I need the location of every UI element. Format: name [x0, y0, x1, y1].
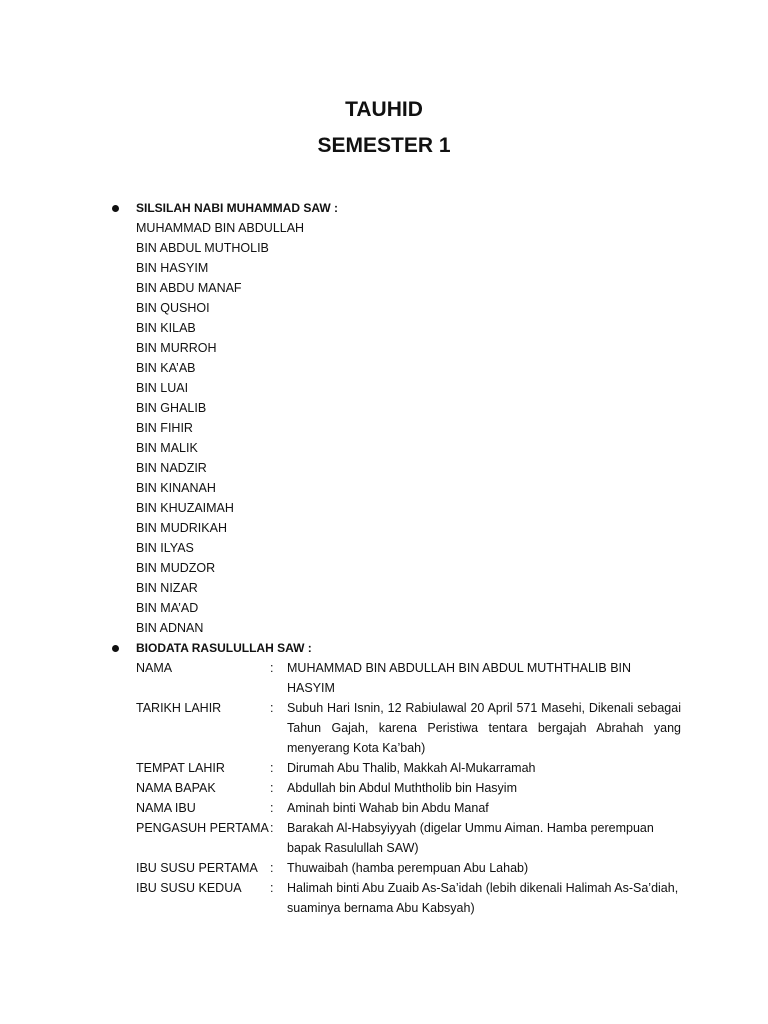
lineage-item: BIN ABDUL MUTHOLIB	[136, 241, 269, 255]
section-heading-biodata: BIODATA RASULULLAH SAW :	[136, 641, 312, 655]
section-heading-silsilah: SILSILAH NABI MUHAMMAD SAW :	[136, 201, 338, 215]
lineage-item: BIN ADNAN	[136, 621, 204, 635]
lineage-item: BIN KHUZAIMAH	[136, 501, 234, 515]
biodata-row	[136, 818, 681, 858]
lineage-item: BIN HASYIM	[136, 261, 209, 275]
biodata-colon: :	[270, 821, 274, 835]
biodata-key: NAMA IBU	[136, 801, 196, 815]
biodata-key: PENGASUH PERTAMA	[136, 821, 269, 835]
lineage-item: BIN NIZAR	[136, 581, 198, 595]
lineage-item: BIN MUDZOR	[136, 561, 216, 575]
biodata-table	[136, 658, 681, 918]
biodata-value: Aminah binti Wahab bin Abdu Manaf	[287, 801, 489, 815]
lineage-item: BIN ILYAS	[136, 541, 194, 555]
lineage-item: BIN FIHIR	[136, 421, 193, 435]
lineage-item: BIN NADZIR	[136, 461, 207, 475]
biodata-colon: :	[270, 661, 274, 675]
biodata-row	[136, 858, 681, 878]
biodata-value: Subuh Hari Isnin, 12 Rabiulawal 20 April 571 Masehi, Dikenali sebagai Tahun Gajah, karena Peristiwa tentara bergajah Abrahah yang menyerang Kota Ka’bah)	[287, 701, 681, 755]
biodata-row	[136, 878, 681, 918]
biodata-colon: :	[270, 801, 274, 815]
biodata-key: NAMA	[136, 661, 173, 675]
biodata-value: MUHAMMAD BIN ABDULLAH BIN ABDUL MUTHTHALIB BIN HASYIM	[287, 661, 632, 695]
bullet-icon	[112, 645, 119, 652]
lineage-item: BIN GHALIB	[136, 401, 207, 415]
biodata-colon: :	[270, 701, 274, 715]
biodata-key: TEMPAT LAHIR	[136, 761, 225, 775]
lineage-item: MUHAMMAD BIN ABDULLAH	[136, 221, 305, 235]
biodata-value: Barakah Al-Habsyiyyah (digelar Ummu Aiman. Hamba perempuan bapak Rasulullah SAW)	[287, 821, 654, 855]
lineage-item: BIN MALIK	[136, 441, 198, 455]
lineage-item: BIN MUDRIKAH	[136, 521, 227, 535]
lineage-item: BIN ABDU MANAF	[136, 281, 242, 295]
biodata-colon: :	[270, 761, 274, 775]
lineage-item: BIN MA’AD	[136, 601, 199, 615]
biodata-row	[136, 758, 681, 778]
biodata-value: Thuwaibah (hamba perempuan Abu Lahab)	[287, 861, 529, 875]
biodata-key: IBU SUSU PERTAMA	[136, 861, 258, 875]
biodata-key: TARIKH LAHIR	[136, 701, 222, 715]
biodata-value: Halimah binti Abu Zuaib As-Sa’idah (lebih dikenali Halimah As-Sa’diah, suaminya bernama Abu Kabsyah)	[287, 881, 679, 915]
document-title: TAUHID	[345, 98, 423, 121]
lineage-item: BIN QUSHOI	[136, 301, 210, 315]
biodata-value: Dirumah Abu Thalib, Makkah Al-Mukarramah	[287, 761, 536, 775]
biodata-row	[136, 798, 681, 818]
biodata-key: NAMA BAPAK	[136, 781, 216, 795]
biodata-row	[136, 698, 681, 758]
lineage-item: BIN MURROH	[136, 341, 217, 355]
biodata-value: Abdullah bin Abdul Muththolib bin Hasyim	[287, 781, 517, 795]
lineage-item: BIN KINANAH	[136, 481, 216, 495]
lineage-list	[136, 218, 304, 638]
lineage-item: BIN KA’AB	[136, 361, 196, 375]
biodata-row	[136, 658, 681, 698]
biodata-key: IBU SUSU KEDUA	[136, 881, 242, 895]
lineage-item: BIN LUAI	[136, 381, 189, 395]
biodata-colon: :	[270, 881, 274, 895]
biodata-colon: :	[270, 781, 274, 795]
lineage-item: BIN KILAB	[136, 321, 196, 335]
biodata-colon: :	[270, 861, 274, 875]
biodata-row	[136, 778, 681, 798]
bullet-icon	[112, 205, 119, 212]
document-subtitle: SEMESTER 1	[317, 134, 451, 157]
